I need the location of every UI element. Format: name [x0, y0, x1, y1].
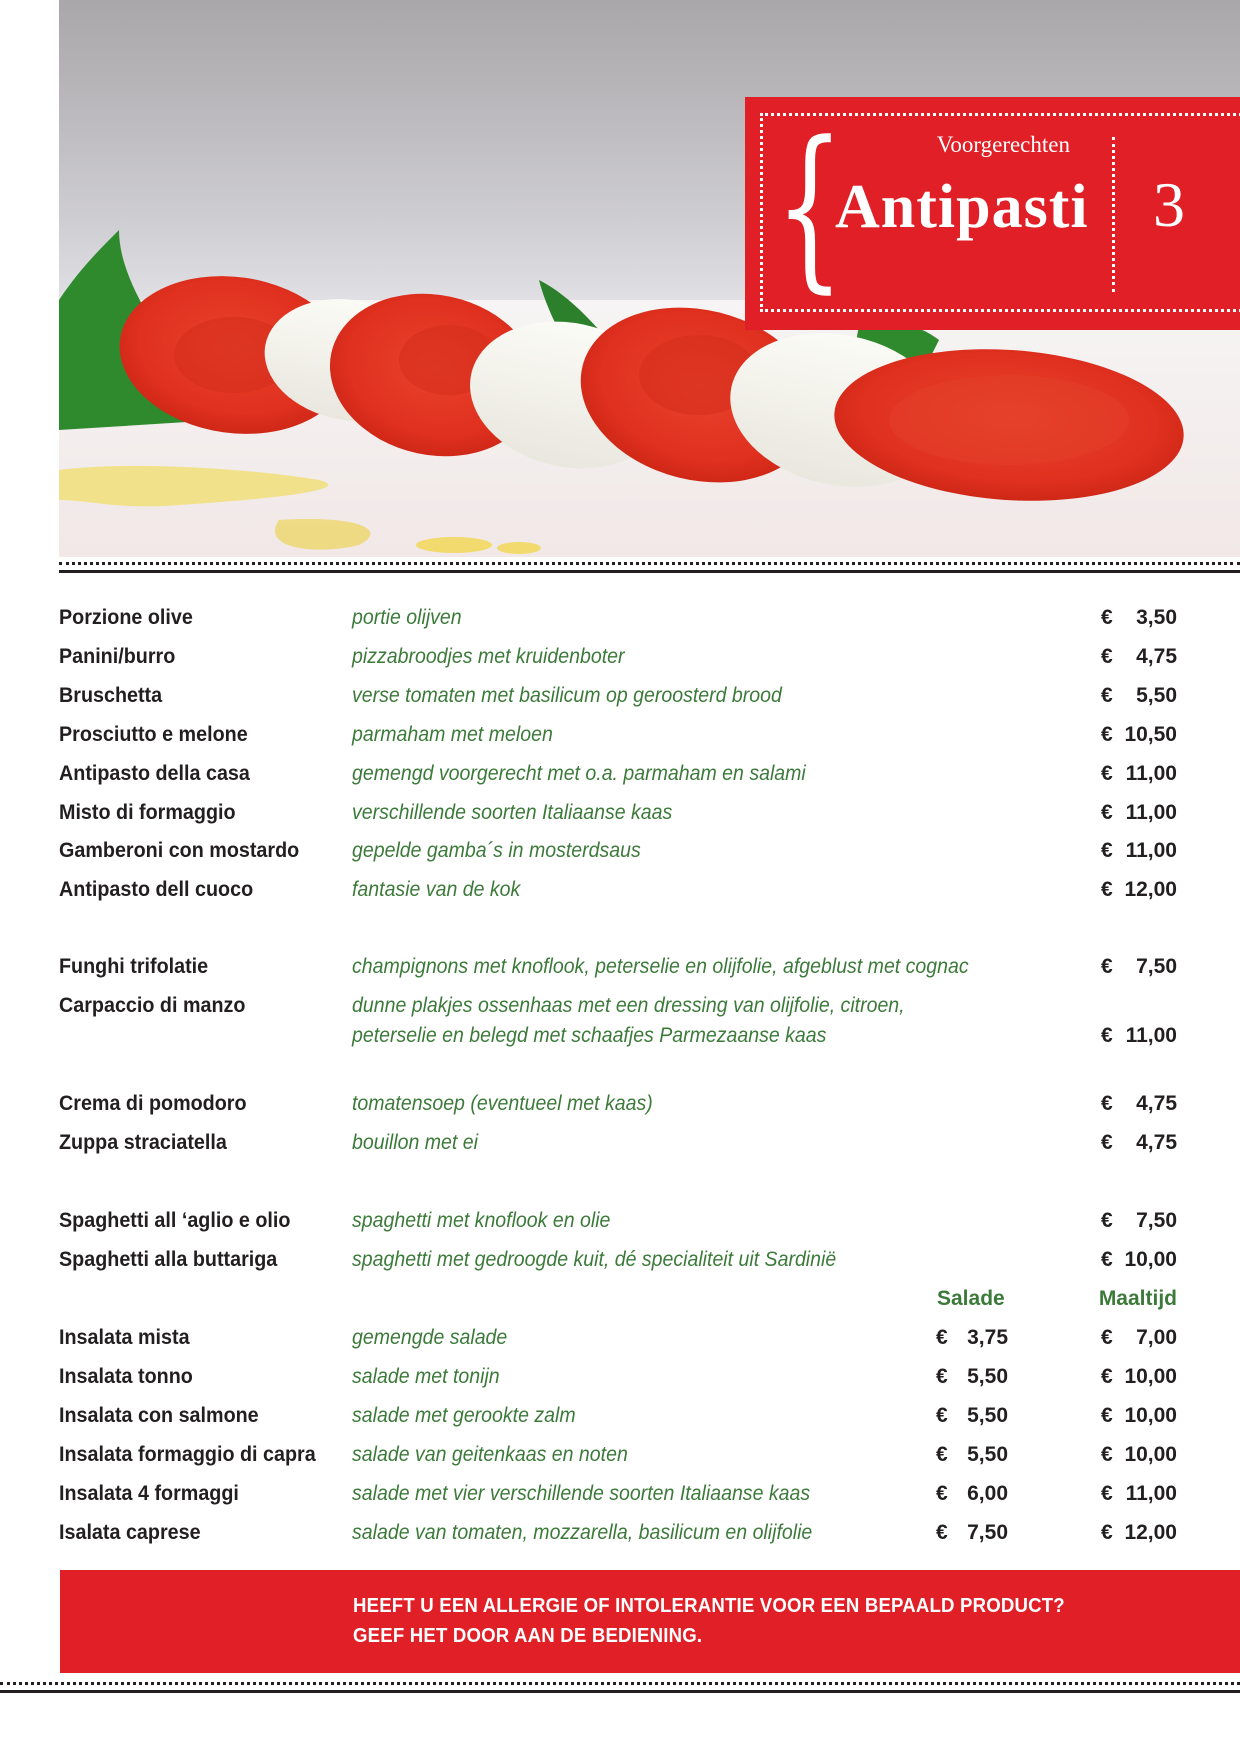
- salade-price: € 3,75: [936, 1326, 1008, 1349]
- menu-item: [0, 639, 1240, 669]
- dish-description: gemengde salade: [352, 1326, 508, 1349]
- dish-description: bouillon met ei: [352, 1131, 478, 1154]
- dish-description: salade met gerookte zalm: [352, 1404, 576, 1427]
- brace-icon: {: [775, 104, 845, 309]
- dish-name: Gamberoni con mostardo: [59, 839, 300, 862]
- euro-icon: €: [1101, 801, 1113, 824]
- dish-price: € 3,50: [1101, 606, 1177, 629]
- dish-description-line2: peterselie en belegd met schaafjes Parmezaanse kaas: [352, 1024, 827, 1047]
- menu-item: [0, 1125, 1240, 1155]
- maaltijd-price: € 7,00: [1101, 1326, 1177, 1349]
- menu-item: [0, 756, 1240, 786]
- dish-price: € 11,00: [1101, 762, 1177, 785]
- dish-name: Antipasto della casa: [59, 762, 250, 785]
- euro-icon: €: [1101, 762, 1113, 785]
- euro-icon: €: [1101, 1092, 1113, 1115]
- page-number: 3: [1153, 169, 1185, 240]
- dish-description: champignons met knoflook, peterselie en olijfolie, afgeblust met cognac: [352, 955, 969, 978]
- menu-item: [0, 1398, 1240, 1428]
- salade-price: € 5,50: [936, 1365, 1008, 1388]
- dish-name: Spaghetti alla buttariga: [59, 1248, 278, 1271]
- column-header-salade: Salade: [937, 1287, 1005, 1310]
- euro-icon: €: [936, 1521, 948, 1544]
- maaltijd-price: € 10,00: [1101, 1404, 1177, 1427]
- dish-description: parmaham met meloen: [352, 723, 553, 746]
- euro-icon: €: [1101, 606, 1113, 629]
- menu-item: [0, 1476, 1240, 1506]
- dish-price: € 7,50: [1101, 1209, 1177, 1232]
- dish-name: Prosciutto e melone: [59, 723, 248, 746]
- allergy-notice-line1: HEEFT U EEN ALLERGIE OF INTOLERANTIE VOOR EEN BEPAALD PRODUCT?: [353, 1595, 1065, 1617]
- maaltijd-price: € 12,00: [1101, 1521, 1177, 1544]
- dish-name: Bruschetta: [59, 684, 163, 707]
- menu-item: [0, 1515, 1240, 1545]
- dish-price: € 10,00: [1101, 1248, 1177, 1271]
- section-title: Antipasti: [835, 173, 1089, 241]
- menu-item: [0, 600, 1240, 630]
- euro-icon: €: [1101, 1365, 1113, 1388]
- dish-name: Antipasto dell cuoco: [59, 878, 254, 901]
- menu-item: [0, 1437, 1240, 1467]
- dish-description: portie olijven: [352, 606, 462, 629]
- dish-name: Zuppa straciatella: [59, 1131, 227, 1154]
- dish-price: € 11,00: [1101, 1024, 1177, 1047]
- euro-icon: €: [936, 1326, 948, 1349]
- menu-item: [0, 1203, 1240, 1233]
- euro-icon: €: [1101, 1131, 1113, 1154]
- menu-item: [0, 678, 1240, 708]
- euro-icon: €: [1101, 1482, 1113, 1505]
- euro-icon: €: [936, 1482, 948, 1505]
- euro-icon: €: [1101, 684, 1113, 707]
- allergy-notice-line2: GEEF HET DOOR AAN DE BEDIENING.: [353, 1625, 703, 1647]
- dish-name: Crema di pomodoro: [59, 1092, 247, 1115]
- top-dotted-rule: [59, 562, 1240, 565]
- menu-item-continued: [0, 1018, 1240, 1048]
- dish-price: € 11,00: [1101, 801, 1177, 824]
- menu-item: [0, 1086, 1240, 1116]
- euro-icon: €: [1101, 1443, 1113, 1466]
- salad-column-headers: [0, 1281, 1240, 1311]
- dish-description: verschillende soorten Italiaanse kaas: [352, 801, 673, 824]
- dish-name: Spaghetti all ‘aglio e olio: [59, 1209, 291, 1232]
- dish-description: gemengd voorgerecht met o.a. parmaham en salami: [352, 762, 806, 785]
- euro-icon: €: [1101, 1024, 1113, 1047]
- dish-price: € 4,75: [1101, 1092, 1177, 1115]
- euro-icon: €: [1101, 1248, 1113, 1271]
- dish-price: € 4,75: [1101, 645, 1177, 668]
- dish-description: spaghetti met knoflook en olie: [352, 1209, 611, 1232]
- bottom-solid-rule: [0, 1690, 1240, 1693]
- euro-icon: €: [1101, 839, 1113, 862]
- menu-item: [0, 833, 1240, 863]
- section-subtitle: Voorgerechten: [936, 132, 1070, 157]
- dish-description: salade van geitenkaas en noten: [352, 1443, 628, 1466]
- dish-name: Funghi trifolatie: [59, 955, 209, 978]
- euro-icon: €: [1101, 1404, 1113, 1427]
- dish-description: tomatensoep (eventueel met kaas): [352, 1092, 653, 1115]
- dish-description: salade met tonijn: [352, 1365, 500, 1388]
- dish-name: Insalata tonno: [59, 1365, 193, 1388]
- euro-icon: €: [1101, 723, 1113, 746]
- euro-icon: €: [1101, 878, 1113, 901]
- menu-item: [0, 1320, 1240, 1350]
- menu-item: [0, 1359, 1240, 1389]
- dish-name: Isalata caprese: [59, 1521, 201, 1544]
- column-header-maaltijd: Maaltijd: [1098, 1287, 1177, 1310]
- dish-description: pizzabroodjes met kruidenboter: [352, 645, 625, 668]
- dish-name: Insalata mista: [59, 1326, 190, 1349]
- dish-name: Misto di formaggio: [59, 801, 236, 824]
- salade-price: € 5,50: [936, 1443, 1008, 1466]
- maaltijd-price: € 10,00: [1101, 1443, 1177, 1466]
- maaltijd-price: € 11,00: [1101, 1482, 1177, 1505]
- euro-icon: €: [1101, 1521, 1113, 1544]
- salade-price: € 7,50: [936, 1521, 1008, 1544]
- menu-item: [0, 795, 1240, 825]
- dish-description: dunne plakjes ossenhaas met een dressing van olijfolie, citroen,: [352, 994, 905, 1017]
- menu-item: [0, 949, 1240, 979]
- dish-name: Carpaccio di manzo: [59, 994, 246, 1017]
- euro-icon: €: [936, 1404, 948, 1427]
- dish-name: Insalata formaggio di capra: [59, 1443, 316, 1466]
- maaltijd-price: € 10,00: [1101, 1365, 1177, 1388]
- menu-item: [0, 872, 1240, 902]
- dish-price: € 12,00: [1101, 878, 1177, 901]
- dish-price: € 7,50: [1101, 955, 1177, 978]
- euro-icon: €: [936, 1365, 948, 1388]
- dish-price: € 10,50: [1101, 723, 1177, 746]
- salade-price: € 5,50: [936, 1404, 1008, 1427]
- dish-description: salade met vier verschillende soorten Italiaanse kaas: [352, 1482, 811, 1505]
- dish-price: € 4,75: [1101, 1131, 1177, 1154]
- dish-price: € 11,00: [1101, 839, 1177, 862]
- euro-icon: €: [1101, 1326, 1113, 1349]
- dish-name: Insalata con salmone: [59, 1404, 259, 1427]
- euro-icon: €: [936, 1443, 948, 1466]
- euro-icon: €: [1101, 1209, 1113, 1232]
- bottom-dotted-rule: [0, 1682, 1240, 1685]
- dish-name: Insalata 4 formaggi: [59, 1482, 239, 1505]
- top-solid-rule: [59, 570, 1240, 573]
- section-title-box: [745, 97, 1240, 330]
- dish-name: Panini/burro: [59, 645, 176, 668]
- menu-item: [0, 1242, 1240, 1272]
- title-divider: [1112, 137, 1115, 292]
- euro-icon: €: [1101, 955, 1113, 978]
- dish-description: gepelde gamba´s in mosterdsaus: [352, 839, 641, 862]
- dish-description: verse tomaten met basilicum op geroosterd brood: [352, 684, 782, 707]
- menu-item: [0, 988, 1240, 1018]
- dish-name: Porzione olive: [59, 606, 193, 629]
- dish-description: salade van tomaten, mozzarella, basilicum en olijfolie: [352, 1521, 813, 1544]
- menu-item: [0, 717, 1240, 747]
- dish-description: fantasie van de kok: [352, 878, 521, 901]
- dish-price: € 5,50: [1101, 684, 1177, 707]
- euro-icon: €: [1101, 645, 1113, 668]
- dish-description: spaghetti met gedroogde kuit, dé specialiteit uit Sardinië: [352, 1248, 837, 1271]
- salade-price: € 6,00: [936, 1482, 1008, 1505]
- allergy-notice: [60, 1570, 1240, 1673]
